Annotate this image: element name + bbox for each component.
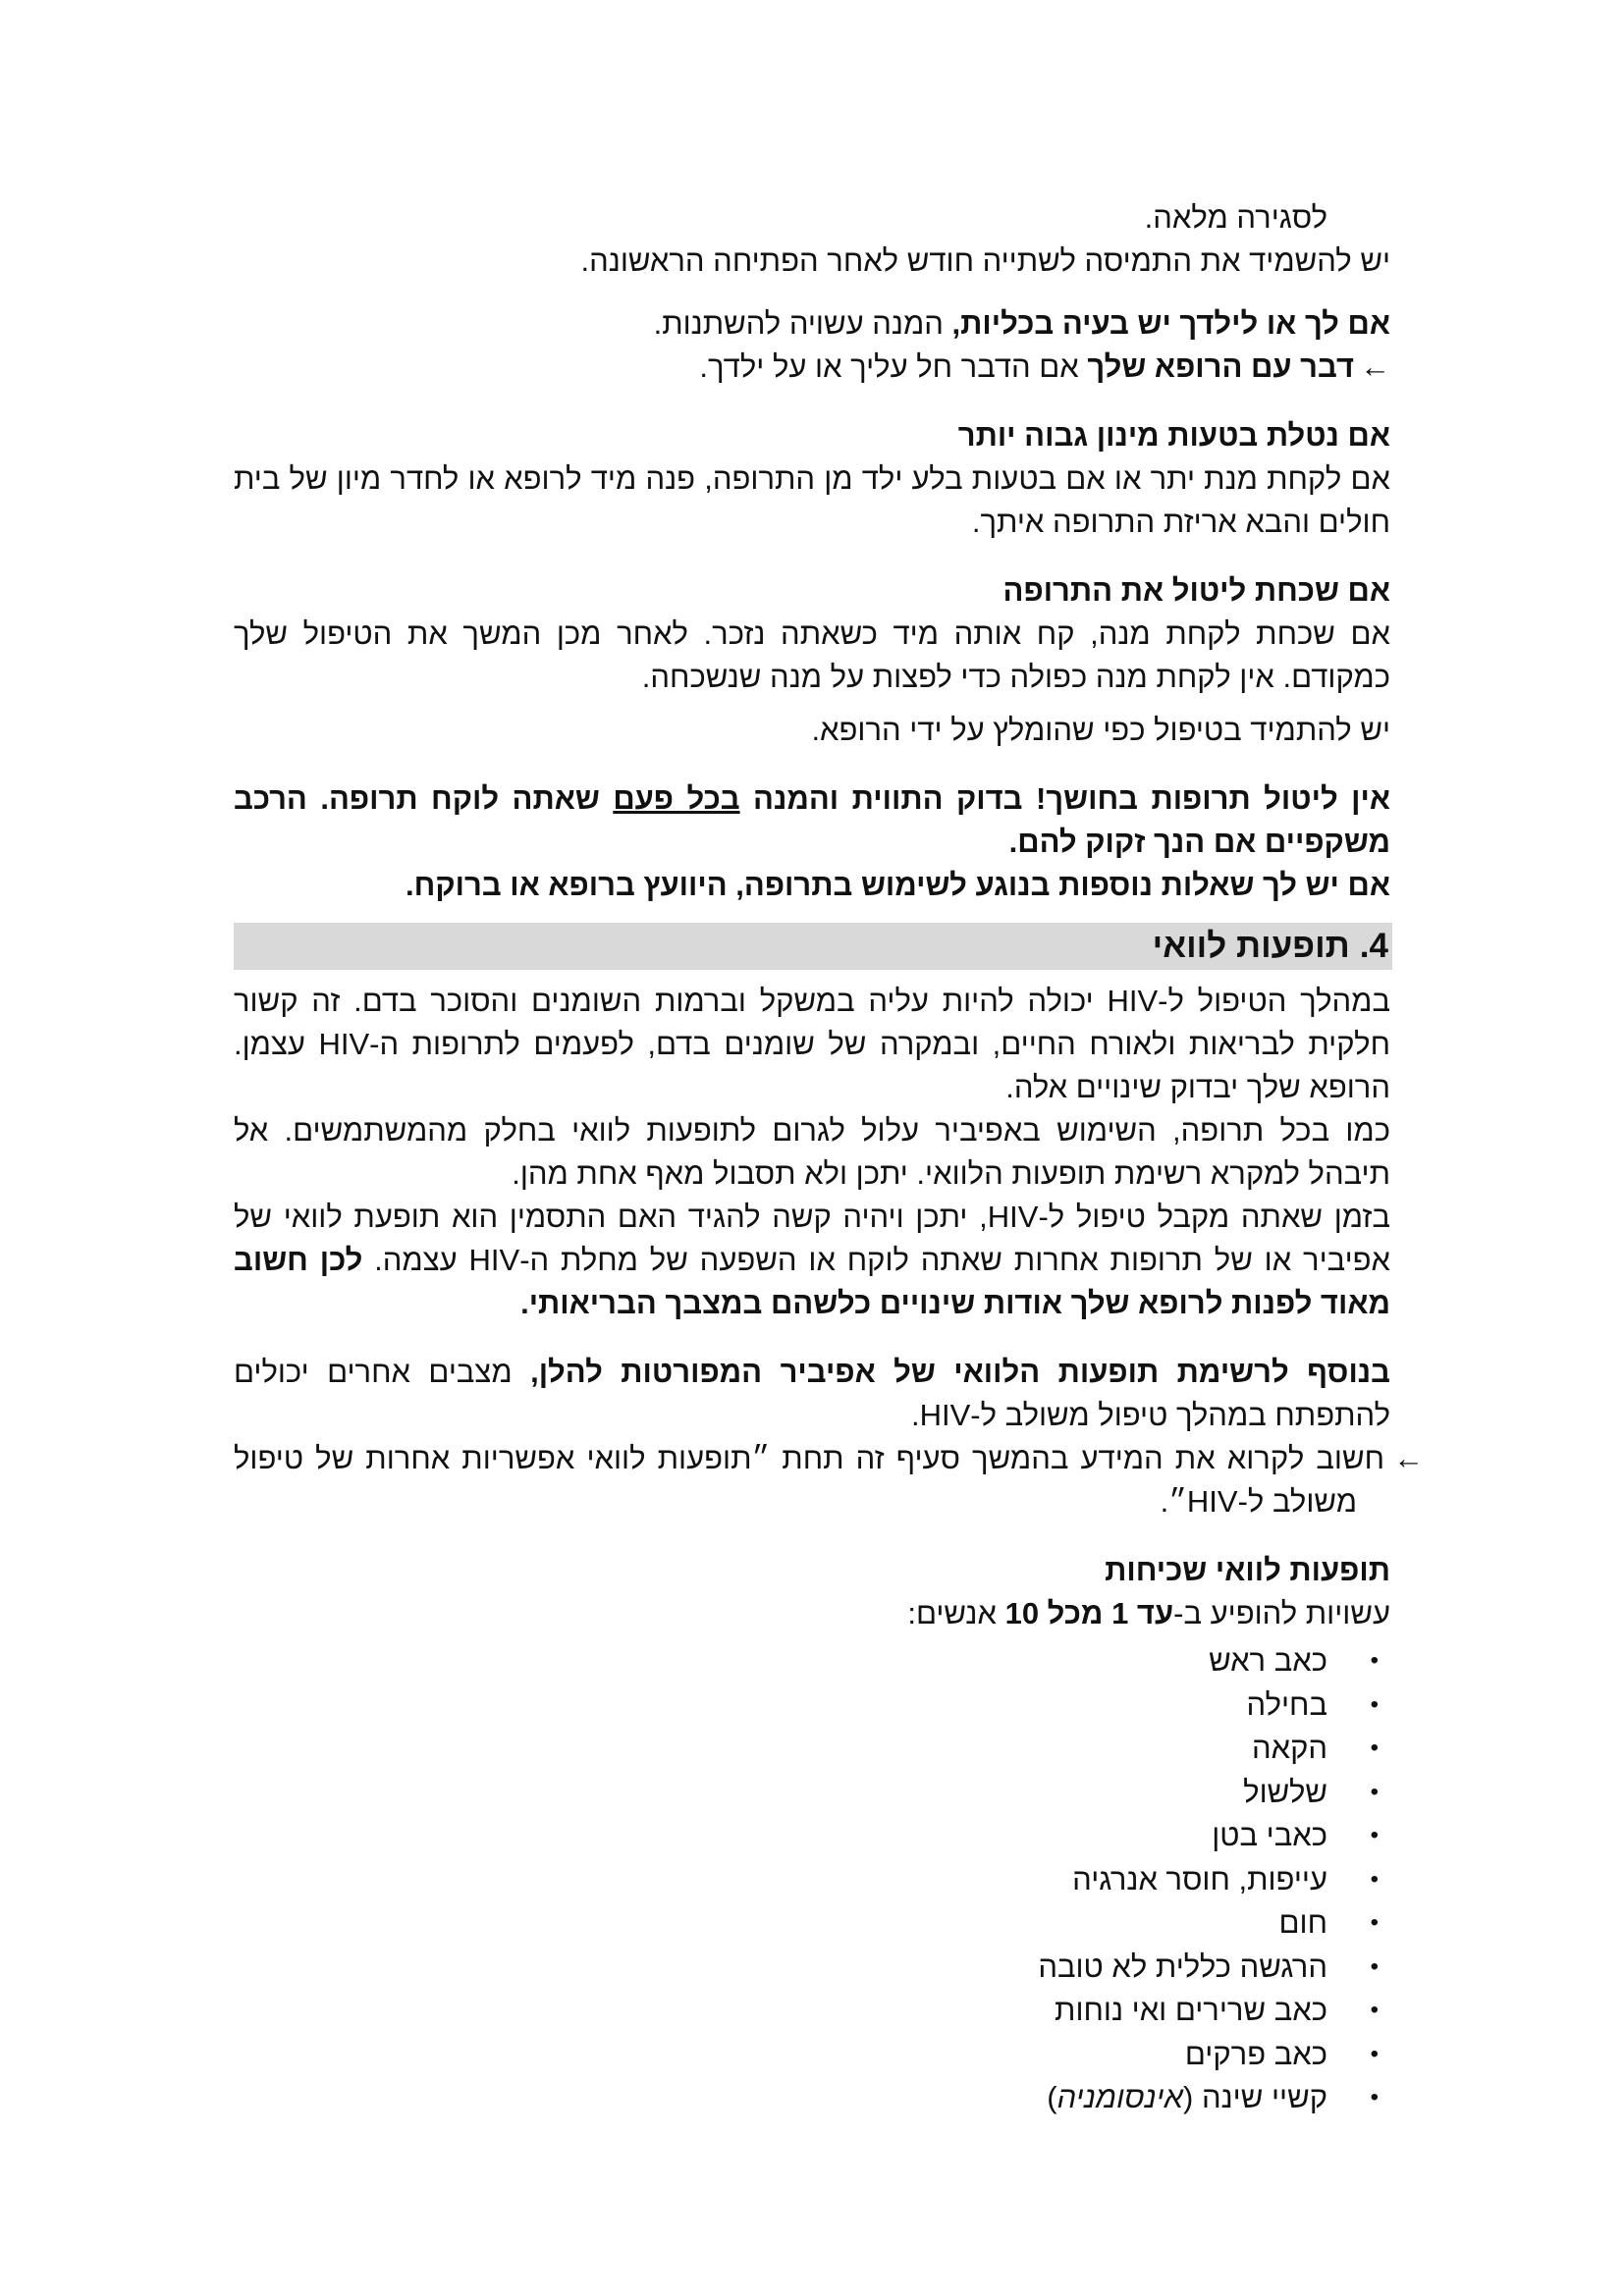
forgot-heading: אם שכחת ליטול את התרופה: [1002, 573, 1390, 608]
list-item-text: עייפות, חוסר אנרגיה: [1072, 1861, 1327, 1896]
kidney-paragraph: [234, 302, 1390, 346]
list-item-text: כאב ראש: [1209, 1643, 1327, 1678]
section-title-text: תופעות לוואי: [1152, 927, 1350, 965]
list-item-text: חום: [1278, 1905, 1327, 1940]
symptom-text: בזמן שאתה מקבל טיפול ל-HIV, יתכן ויהיה קשה להגיד האם התסמין הוא תופעת לוואי של אפיביר או של תרופות אחרות שאתה לוקח או השפעה של מחלת ה-HIV עצמה.: [234, 1200, 1391, 1277]
list-item-text-italic: אינסומניה: [1056, 2080, 1184, 2114]
overdose-text: אם לקחת מנת יתר או אם בטעות בלע ילד מן התרופה, פנה מיד לרופא או לחדר מיון של בית חולים והבא אריזת התרופה איתך.: [234, 461, 1390, 539]
section-number: 4.: [1359, 927, 1388, 965]
common-intro-bold: עד 1 מכל 10: [1004, 1596, 1174, 1630]
common-intro: [234, 1592, 1390, 1635]
list-item-text-post: ): [1047, 2080, 1057, 2114]
warning-underlined: בכל פעם: [613, 781, 740, 816]
list-item-text: שלשול: [1243, 1774, 1327, 1809]
forgot-continue: יש להתמיד בטיפול כפי שהומלץ על ידי הרופא.: [811, 713, 1390, 747]
list-item-text: בחילה: [1246, 1686, 1327, 1722]
additional-list-bold: בנוסף לרשימת תופעות הלוואי של אפיביר המפורטות להלן,: [530, 1355, 1391, 1389]
questions-paragraph: אם יש לך שאלות נוספות בנוגע לשימוש בתרופה, היוועץ ברופא או ברוקח.: [406, 868, 1390, 902]
list-item-text: כאב פרקים: [1184, 2036, 1327, 2071]
list-item: [234, 2076, 1390, 2120]
bullet-icon: •: [1370, 1952, 1379, 1980]
symptom-bold: לכן חשוב מאוד לפנות לרופא שלך אודות שינויים כלשהם במצבך הבריאותי.: [234, 1243, 1390, 1320]
additional-list-text: מצבים אחרים יכולים להתפתח במהלך טיפול משולב ל-HIV.: [234, 1355, 1390, 1432]
list-item-text: כאבי בטן: [1212, 1818, 1327, 1852]
bullet-icon: •: [1370, 1690, 1379, 1718]
leaflet-content: [234, 196, 1424, 2120]
symptom-paragraph: [234, 1196, 1390, 1325]
bullet-icon: •: [1370, 1735, 1379, 1761]
storage-line-closure: לסגירה מלאה.: [1144, 200, 1327, 235]
bullet-icon: •: [1370, 1865, 1379, 1893]
overdose-heading: אם נטלת בטעות מינון גבוה יותר: [957, 418, 1390, 453]
read-more-text: חשוב לקרוא את המידע בהמשך סעיף זה תחת ״תופעות לוואי אפשריות אחרות של טיפול משולב ל-HIV״.: [234, 1441, 1384, 1519]
warning-part1: אין ליטול תרופות בחושך! בדוק התווית והמנה: [739, 781, 1390, 816]
list-item: [234, 1901, 1390, 1946]
list-item: [234, 2033, 1390, 2077]
common-intro-post: אנשים:: [907, 1596, 1005, 1630]
bullet-icon: •: [1370, 2040, 1379, 2067]
common-heading: תופעות לוואי שכיחות: [1105, 1553, 1390, 1587]
additional-list-paragraph: [234, 1351, 1390, 1437]
bullet-icon: •: [1370, 1778, 1379, 1805]
list-item: [234, 1771, 1390, 1815]
list-item-text: הקאה: [1251, 1731, 1327, 1765]
section-4-title: [1153, 923, 1392, 970]
list-item-text: כאב שרירים ואי נוחות: [1055, 1993, 1327, 2027]
kidney-arrow-text: אם הדבר חל עליך או על ילדך.: [699, 349, 1088, 384]
list-item: [234, 1639, 1390, 1683]
section-4-header: [234, 923, 1392, 970]
bullet-icon: •: [1370, 1647, 1379, 1674]
bullet-icon: •: [1370, 1997, 1379, 2023]
kidney-arrow-bold: דבר עם הרופא שלך: [1087, 349, 1354, 384]
list-item: [234, 1989, 1390, 2033]
common-side-effects-list: [234, 1639, 1390, 2120]
arrow-icon: ←: [1360, 349, 1390, 384]
bullet-icon: •: [1370, 1822, 1379, 1848]
side-effects-general-paragraph: כמו בכל תרופה, השימוש באפיביר עלול לגרום לתופעות לוואי בחלק מהמשתמשים. אל תיבהל למקרא רשימת תופעות הלוואי. יתכן ולא תסבול מאף אחת מהן.: [234, 1113, 1390, 1191]
warning-paragraph: [234, 777, 1390, 864]
list-item-text: הרגשה כללית לא טובה: [1038, 1949, 1327, 1984]
list-item: [234, 1858, 1390, 1902]
kidney-arrow-paragraph: [234, 346, 1390, 389]
bullet-icon: •: [1370, 2084, 1379, 2110]
bullet-icon: •: [1370, 1909, 1379, 1936]
kidney-bold: אם לך או לילדך יש בעיה בכליות,: [951, 306, 1390, 341]
list-item: [234, 1946, 1390, 1990]
weight-paragraph: במהלך הטיפול ל-HIV יכולה להיות עליה במשקל וברמות השומנים והסוכר בדם. זה קשור חלקית לבריאות ולאורח החיים, ובמקרה של שומנים בדם, לפעמים לתרופות ה-HIV עצמן. הרופא שלך יבדוק שינויים אלה.: [234, 984, 1391, 1104]
list-item: [234, 1814, 1390, 1858]
kidney-text: המנה עשויה להשתנות.: [653, 306, 952, 341]
list-item: [234, 1683, 1390, 1728]
storage-line-discard: יש להשמיד את התמיסה לשתייה חודש לאחר הפתיחה הראשונה.: [580, 243, 1390, 278]
common-intro-pre: עשויות להופיע ב-: [1173, 1596, 1390, 1630]
read-more-paragraph: ←חשוב לקרוא את המידע בהמשך סעיף זה תחת ״תופעות לוואי אפשריות אחרות של טיפול משולב ל-HIV״.: [234, 1441, 1424, 1519]
list-item-text-pre: קשיי שינה (: [1183, 2080, 1327, 2114]
warning-part2: שאתה לוקח תרופה. הרכב משקפיים אם הנך זקוק להם.: [234, 781, 1390, 859]
list-item: [234, 1727, 1390, 1771]
forgot-text: אם שכחת לקחת מנה, קח אותה מיד כשאתה נזכר. לאחר מכן המשך את הטיפול שלך כמקודם. אין לקחת מנה כפולה כדי לפצות על מנה שנשכחה.: [234, 616, 1390, 694]
